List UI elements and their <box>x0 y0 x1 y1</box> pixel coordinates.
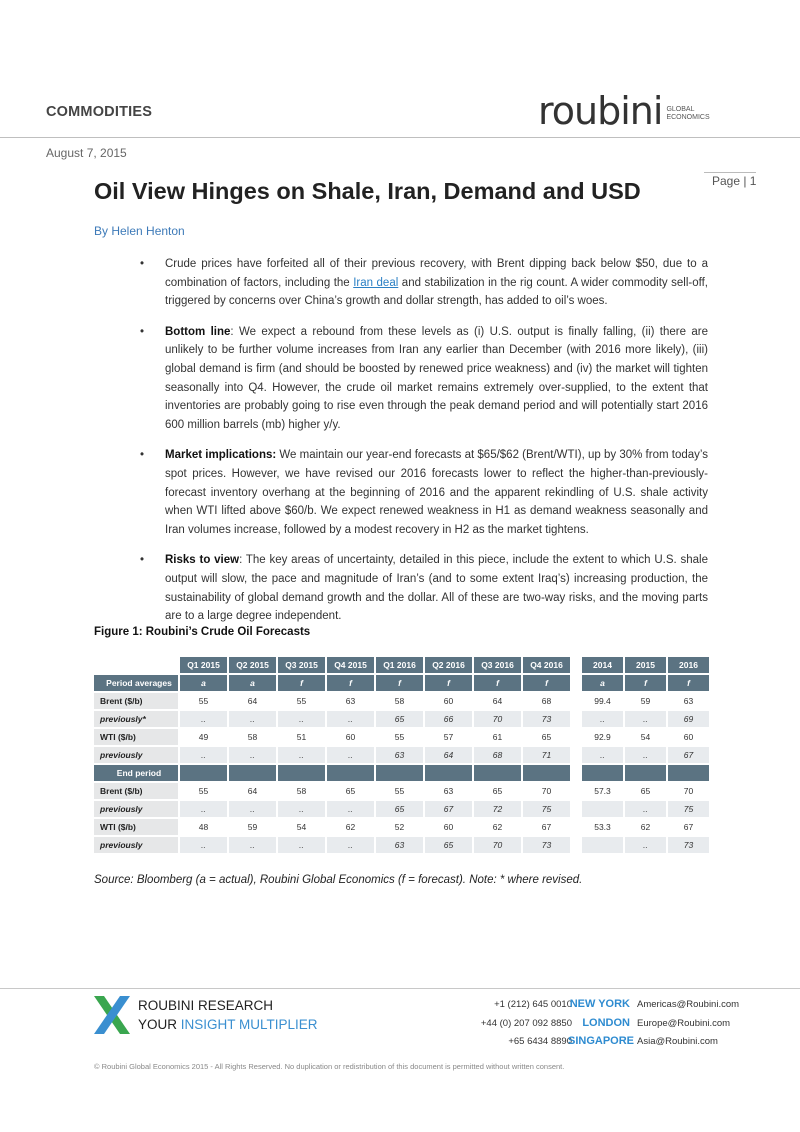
table-cell: .. <box>580 747 623 763</box>
row-label: previously <box>94 747 178 763</box>
table-cell: 65 <box>374 801 423 817</box>
footer-brand-line1: ROUBINI RESEARCH <box>138 998 274 1013</box>
contact-row <box>440 999 760 1018</box>
report-date: August 7, 2015 <box>46 146 127 160</box>
bullet-item: • Market implications: We maintain our year-end forecasts at $65/$62 (Brent/WTI), up by 30% from today’s spot prices. However, we have revised our 2016 forecasts lower to reflect the higher-than-previously-forecast inventory overhang at the beginning of 2016 and the apparent rekindling of U.S. shale activity when WTI lifted above $60/b. We expect renewed weakness in H1 as demand weakness seasonally and Iran volumes increase, followed by a modest recovery in H2 as the market tightens. <box>140 446 708 539</box>
contact-email[interactable]: Europe@Roubini.com <box>637 1017 731 1029</box>
page-number: Page | 1 <box>712 174 757 188</box>
table-cell: .. <box>227 801 276 817</box>
table-cell: 72 <box>472 801 521 817</box>
table-cell: 60 <box>423 693 472 709</box>
bullet-icon: • <box>140 554 145 567</box>
table-cell: 63 <box>666 693 709 709</box>
table-cell: .. <box>623 801 666 817</box>
contact-row <box>440 1018 760 1037</box>
contact-email[interactable]: Americas@Roubini.com <box>637 999 740 1010</box>
column-header: Q1 2016 <box>374 657 423 673</box>
header-divider <box>0 137 800 138</box>
table-cell: 58 <box>374 693 423 709</box>
column-header: 2015 <box>623 657 666 673</box>
table-cell: 70 <box>472 711 521 727</box>
table-cell: 69 <box>666 711 709 727</box>
table-cell: f <box>472 675 521 691</box>
row-label: WTI ($/b) <box>94 729 178 745</box>
table-cell <box>521 765 570 781</box>
table-row <box>94 801 709 817</box>
header-corner <box>94 657 178 673</box>
table-cell: 66 <box>423 711 472 727</box>
contact-city: NEW YORK <box>569 998 630 1010</box>
table-cell: 63 <box>374 747 423 763</box>
table-cell: 62 <box>623 819 666 835</box>
table-cell <box>580 765 623 781</box>
table-cell: 61 <box>472 729 521 745</box>
column-gap <box>570 747 580 763</box>
row-label: Brent ($/b) <box>94 693 178 709</box>
column-gap <box>570 819 580 835</box>
table-cell: 70 <box>666 783 709 799</box>
bullet-item: • Risks to view: The key areas of uncertainty, detailed in this piece, include the extent to which U.S. shale output will slow, the pace and magnitude of Iran’s (and to some extent Iraq’s) increasing production, the sustainability of global demand growth and the dollar. All of these are two-way risks, and the moving parts are to a large degree independent. <box>140 551 708 625</box>
table-cell: .. <box>178 747 227 763</box>
table-cell: 59 <box>227 819 276 835</box>
contact-city: LONDON <box>582 1016 630 1029</box>
column-gap <box>570 675 580 691</box>
table-cell: .. <box>580 711 623 727</box>
period-averages-row <box>94 675 709 691</box>
table-cell: f <box>325 675 374 691</box>
row-label: previously <box>94 801 178 817</box>
column-header: Q2 2016 <box>423 657 472 673</box>
bullet-item: • Crude prices have forfeited all of their previous recovery, with Brent dipping back below $50, due to a combination of factors, including the Iran deal and stabilization in the rig count. A wider commodity sell-off, triggered by concerns over China’s growth and dollar strength, has added to oil’s woes. <box>140 255 708 311</box>
row-label: End period <box>94 765 178 781</box>
bullet-item: • Bottom line: We expect a rebound from these levels as (i) U.S. output is finally falling, (ii) there are unlikely to be further volume increases from Iran any earlier than December (with 2016 more likely), (iii) global demand is firm (and should be boosted by renewed price weakness) and (iv) the market will tighten seasonally into Q4. However, the crude oil market remains extremely over-supplied, to the extent that inventories are probably going to rise even through the peak demand period and will potentially start 2016 600 million barrels (mb) higher y/y. <box>140 323 708 435</box>
table-cell: 60 <box>423 819 472 835</box>
table-cell: .. <box>325 801 374 817</box>
end-period-row <box>94 765 709 781</box>
contact-phone: +1 (212) 645 0010 <box>494 999 572 1010</box>
table-cell: 99.4 <box>580 693 623 709</box>
table-cell: 57 <box>423 729 472 745</box>
table-cell: 49 <box>178 729 227 745</box>
table-cell: .. <box>178 801 227 817</box>
forecast-table <box>94 655 709 855</box>
table-cell: 55 <box>178 783 227 799</box>
footer-divider <box>0 988 800 989</box>
table-cell: 52 <box>374 819 423 835</box>
table-cell <box>580 801 623 817</box>
table-cell: .. <box>227 711 276 727</box>
table-cell: 63 <box>374 837 423 853</box>
table-header-row <box>94 657 709 673</box>
table-cell: 62 <box>472 819 521 835</box>
table-cell: .. <box>227 837 276 853</box>
table-cell: .. <box>623 711 666 727</box>
table-cell: 92.9 <box>580 729 623 745</box>
table-cell: .. <box>178 837 227 853</box>
table-cell: a <box>178 675 227 691</box>
column-gap <box>570 837 580 853</box>
column-gap <box>570 657 580 673</box>
table-cell: 73 <box>666 837 709 853</box>
table-cell: .. <box>623 747 666 763</box>
table-cell: .. <box>325 711 374 727</box>
table-cell: 48 <box>178 819 227 835</box>
table-cell: .. <box>276 801 325 817</box>
contact-phone: +44 (0) 207 092 8850 <box>480 1017 572 1029</box>
table-cell: 67 <box>666 819 709 835</box>
table-cell: a <box>227 675 276 691</box>
copyright-notice: © Roubini Global Economics 2015 - All Rights Reserved. No duplication or redistribution of this document is permitted without written consent. <box>94 1062 565 1071</box>
table-row <box>94 693 709 709</box>
table-cell: f <box>623 675 666 691</box>
table-cell: 60 <box>325 729 374 745</box>
table-cell: 67 <box>666 747 709 763</box>
bullet-lead: Market implications: <box>165 449 277 462</box>
table-cell: 55 <box>374 729 423 745</box>
column-header: Q3 2016 <box>472 657 521 673</box>
table-cell: 62 <box>325 819 374 835</box>
table-cell: .. <box>325 747 374 763</box>
column-gap <box>570 729 580 745</box>
column-gap <box>570 711 580 727</box>
table-cell: 67 <box>521 819 570 835</box>
table-cell: 73 <box>521 837 570 853</box>
table-row <box>94 837 709 853</box>
column-header: Q3 2015 <box>276 657 325 673</box>
table-cell <box>580 837 623 853</box>
roubini-logo <box>538 89 710 133</box>
bullet-icon: • <box>140 258 145 270</box>
table-cell: f <box>423 675 472 691</box>
bullet-icon: • <box>140 325 145 338</box>
table-row <box>94 747 709 763</box>
table-cell: .. <box>623 837 666 853</box>
table-cell: 53.3 <box>580 819 623 835</box>
table-cell: 60 <box>666 729 709 745</box>
key-points-list <box>140 255 708 638</box>
bullet-icon: • <box>140 449 145 462</box>
row-label: WTI ($/b) <box>94 819 178 835</box>
table-cell: 54 <box>276 819 325 835</box>
table-cell <box>227 765 276 781</box>
page-title: Oil View Hinges on Shale, Iran, Demand and USD <box>94 178 641 204</box>
table-cell: 59 <box>623 693 666 709</box>
contact-row <box>440 1036 760 1055</box>
table-cell <box>276 765 325 781</box>
column-gap <box>570 765 580 781</box>
column-header: 2014 <box>580 657 623 673</box>
table-cell: 65 <box>521 729 570 745</box>
table-cell: .. <box>276 747 325 763</box>
table-cell <box>374 765 423 781</box>
table-row <box>94 711 709 727</box>
row-label: Brent ($/b) <box>94 783 178 799</box>
table-cell: 57.3 <box>580 783 623 799</box>
contact-email[interactable]: Asia@Roubini.com <box>637 1036 718 1047</box>
iran-deal-link[interactable]: Iran deal <box>353 276 399 289</box>
table-cell: 55 <box>276 693 325 709</box>
table-cell: f <box>276 675 325 691</box>
table-cell: 65 <box>374 711 423 727</box>
footer-brand-line2: YOUR INSIGHT MULTIPLIER <box>138 1017 318 1032</box>
table-cell: 75 <box>666 801 709 817</box>
table-row <box>94 819 709 835</box>
table-cell: .. <box>325 837 374 853</box>
table-cell <box>325 765 374 781</box>
row-label: previously* <box>94 711 178 727</box>
logo-subtitle: GLOBAL ECONOMICS <box>666 106 710 121</box>
logo-wordmark: roubini <box>538 89 663 133</box>
column-header: 2016 <box>666 657 709 673</box>
table-cell: 73 <box>521 711 570 727</box>
table-cell: f <box>666 675 709 691</box>
table-cell: 70 <box>472 837 521 853</box>
column-header: Q4 2015 <box>325 657 374 673</box>
table-cell: 64 <box>472 693 521 709</box>
roubini-x-icon <box>94 996 130 1034</box>
table-cell <box>423 765 472 781</box>
table-cell: 58 <box>276 783 325 799</box>
table-cell <box>666 765 709 781</box>
section-label: COMMODITIES <box>46 104 153 120</box>
table-cell: 63 <box>325 693 374 709</box>
table-cell: .. <box>276 711 325 727</box>
table-cell: f <box>374 675 423 691</box>
table-cell: 68 <box>521 693 570 709</box>
column-gap <box>570 783 580 799</box>
column-header: Q4 2016 <box>521 657 570 673</box>
footer-contacts <box>440 999 760 1055</box>
table-row <box>94 783 709 799</box>
table-cell: 51 <box>276 729 325 745</box>
table-cell: 65 <box>623 783 666 799</box>
table-cell: 65 <box>472 783 521 799</box>
table-cell: .. <box>178 711 227 727</box>
column-header: Q2 2015 <box>227 657 276 673</box>
contact-phone: +65 6434 8890 <box>508 1036 572 1047</box>
table-cell: 70 <box>521 783 570 799</box>
bullet-lead: Bottom line <box>165 325 231 338</box>
contact-city: SINGAPORE <box>568 1035 635 1047</box>
table-cell: 68 <box>472 747 521 763</box>
author-byline[interactable]: By Helen Henton <box>94 224 185 238</box>
table-cell: 58 <box>227 729 276 745</box>
table-cell: 71 <box>521 747 570 763</box>
page-number-rule <box>704 172 756 173</box>
table-cell: 63 <box>423 783 472 799</box>
bullet-lead: Risks to view <box>165 554 240 567</box>
table-cell <box>623 765 666 781</box>
table-cell: 65 <box>325 783 374 799</box>
figure-source: Source: Bloomberg (a = actual), Roubini Global Economics (f = forecast). Note: * where revised. <box>94 874 583 886</box>
table-cell: 55 <box>374 783 423 799</box>
figure-title: Figure 1: Roubini’s Crude Oil Forecasts <box>94 626 311 638</box>
column-header: Q1 2015 <box>178 657 227 673</box>
table-row <box>94 729 709 745</box>
column-gap <box>570 801 580 817</box>
table-cell: 55 <box>178 693 227 709</box>
table-cell: .. <box>276 837 325 853</box>
table-cell: 65 <box>423 837 472 853</box>
table-cell <box>472 765 521 781</box>
table-cell: 64 <box>423 747 472 763</box>
table-cell: 64 <box>227 693 276 709</box>
table-cell: 64 <box>227 783 276 799</box>
row-label: Period averages <box>94 675 178 691</box>
table-cell: 54 <box>623 729 666 745</box>
table-cell: .. <box>227 747 276 763</box>
table-cell <box>178 765 227 781</box>
column-gap <box>570 693 580 709</box>
table-cell: 67 <box>423 801 472 817</box>
table-cell: a <box>580 675 623 691</box>
table-cell: 75 <box>521 801 570 817</box>
table-cell: f <box>521 675 570 691</box>
row-label: previously <box>94 837 178 853</box>
